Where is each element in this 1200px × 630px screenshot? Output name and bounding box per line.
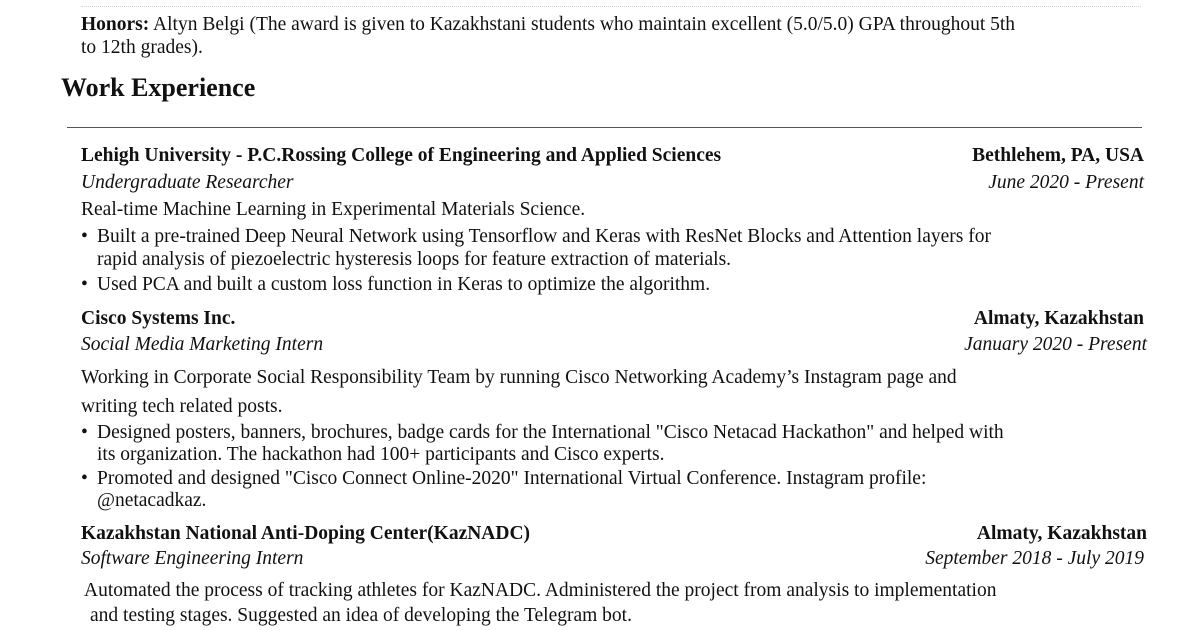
- bullet-text: Designed posters, banners, brochures, badge cards for the International "Cisco Netacad Hackathon" and helped with: [97, 422, 1004, 443]
- bullet-text: Used PCA and built a custom loss function in Keras to optimize the algorithm.: [97, 274, 711, 295]
- entry-location: Almaty, Kazakhstan: [976, 523, 1147, 544]
- entry-org: Kazakhstan National Anti-Doping Center(KazNADC): [81, 523, 531, 544]
- clipped-previous-line: [81, 0, 1141, 10]
- entry-dates: January 2020 - Present: [964, 334, 1147, 355]
- entry-dates: June 2020 - Present: [988, 172, 1144, 193]
- honors-line-2: to 12th grades).: [81, 37, 203, 58]
- bullet-text: Built a pre-trained Deep Neural Network using Tensorflow and Keras with ResNet Blocks and Attention layers for: [97, 226, 991, 247]
- honors-line-1: [81, 13, 1015, 36]
- bullet-marker: •: [81, 422, 88, 443]
- bullet-marker: •: [81, 468, 88, 489]
- entry-role: Social Media Marketing Intern: [81, 334, 324, 355]
- entry-org: Lehigh University - P.C.Rossing College of Engineering and Applied Sciences: [81, 145, 722, 166]
- entry-role: Software Engineering Intern: [81, 548, 304, 569]
- honors-text: Altyn Belgi (The award is given to Kazakhstani students who maintain excellent (5.0/5.0) GPA throughout 5th: [149, 14, 1016, 35]
- entry-org: Cisco Systems Inc.: [81, 308, 236, 329]
- section-divider: [67, 127, 1142, 128]
- bullet-text: Promoted and designed "Cisco Connect Online-2020" International Virtual Conference. Instagram profile:: [97, 468, 927, 489]
- bullet-marker: •: [81, 226, 88, 247]
- bullet-marker: •: [81, 274, 88, 295]
- entry-summary-cont: writing tech related posts.: [81, 396, 283, 417]
- entry-role: Undergraduate Researcher: [81, 172, 294, 193]
- entry-location: Almaty, Kazakhstan: [973, 308, 1144, 329]
- entry-summary: Working in Corporate Social Responsibility Team by running Cisco Networking Academy’s Instagram page and: [81, 367, 957, 388]
- bullet-text-cont: @netacadkaz.: [97, 490, 207, 511]
- bullet-text-cont: its organization. The hackathon had 100+ participants and Cisco experts.: [97, 444, 665, 465]
- bullet-text-cont: rapid analysis of piezoelectric hysteresis loops for feature extraction of materials.: [97, 249, 732, 270]
- entry-location: Bethlehem, PA, USA: [972, 145, 1144, 166]
- entry-summary: Real-time Machine Learning in Experimental Materials Science.: [81, 199, 586, 220]
- entry-dates: September 2018 - July 2019: [925, 548, 1144, 569]
- honors-label: Honors:: [81, 14, 150, 35]
- section-title-work-experience: Work Experience: [61, 73, 256, 102]
- entry-summary-cont: and testing stages. Suggested an idea of developing the Telegram bot.: [90, 605, 632, 626]
- entry-summary: Automated the process of tracking athletes for KazNADC. Administered the project from analysis to implementation: [84, 580, 997, 601]
